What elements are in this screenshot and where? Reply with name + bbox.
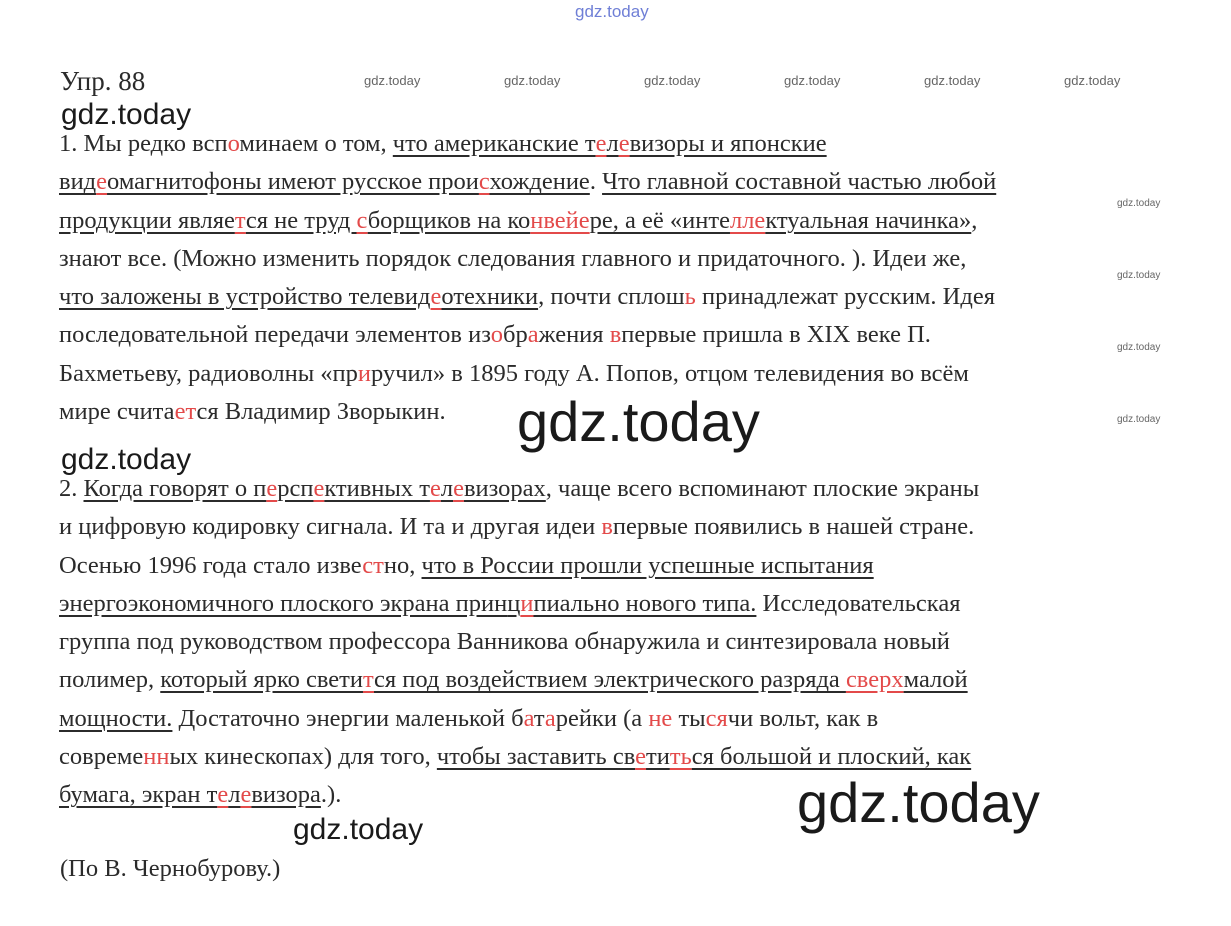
text-segment: .). [320, 781, 342, 809]
highlighted-letter: лле [729, 206, 766, 234]
text-segment: 2. [59, 475, 84, 502]
text-segment: и цифровую кодировку сигнала. И та и другая идеи [59, 513, 602, 541]
text-segment: ты [672, 704, 706, 732]
highlighted-letter: т [234, 206, 246, 234]
text-segment: но, [383, 551, 422, 579]
text-segment: рсп [277, 475, 314, 502]
highlighted-letter: и [520, 589, 534, 617]
highlighted-letter: в [609, 321, 622, 349]
text-segment: Достаточно энергии маленькой б [172, 704, 524, 732]
watermark-small: gdz.today [1064, 73, 1121, 88]
paragraph-2 [59, 470, 1199, 815]
watermark-small: gdz.today [784, 73, 841, 88]
text-line [59, 661, 1199, 699]
text-segment: 1. Мы редко всп [59, 130, 228, 157]
text-segment: , [971, 206, 978, 234]
watermark-small: gdz.today [504, 73, 561, 88]
text-segment: Когда говорят о п [83, 475, 267, 502]
text-segment: пиально нового типа. [533, 589, 757, 617]
text-segment: Что главной составной частью любой [602, 168, 997, 196]
text-segment: совреме [59, 743, 144, 771]
text-segment: омагнитофоны имеют русское прои [107, 168, 479, 196]
text-line [59, 355, 1199, 393]
watermark-large: gdz.today [797, 771, 1040, 834]
text-line [59, 585, 1199, 623]
highlighted-letter: нвейе [530, 206, 590, 234]
highlighted-letter: е [430, 283, 442, 311]
text-segment: жения [538, 321, 610, 349]
highlighted-letter: а [523, 704, 534, 732]
watermark-small: gdz.today [364, 73, 421, 88]
highlighted-letter: нн [143, 743, 170, 771]
text-segment: Осенью 1996 года стало изве [59, 551, 363, 579]
text-segment: чи вольт, как в [727, 704, 879, 732]
text-line [59, 125, 1199, 163]
text-segment: ти [646, 743, 670, 771]
text-segment: рейки (а [555, 704, 649, 732]
watermark-micro: gdz.today [1117, 270, 1161, 281]
highlighted-letter: сверх [845, 666, 904, 694]
highlighted-letter: е [217, 781, 229, 809]
text-line [59, 163, 1199, 201]
text-line [59, 776, 1199, 814]
text-segment: полимер, [59, 666, 161, 694]
text-segment: чтобы заставить св [436, 743, 636, 771]
highlighted-letter: е [174, 398, 186, 426]
text-segment: первые появились в нашей стране. [612, 513, 975, 541]
text-segment: хождение [489, 168, 590, 196]
highlighted-letter: о [490, 321, 503, 349]
text-line [59, 700, 1199, 738]
text-segment: что заложены в устройство телевид [59, 283, 431, 311]
highlighted-letter: е [240, 781, 252, 809]
highlighted-letter: е [453, 475, 464, 502]
highlighted-letter: и [357, 359, 372, 387]
watermark-small: gdz.today [924, 73, 981, 88]
watermark-medium: gdz.today [61, 443, 192, 476]
highlighted-letter: е [96, 168, 108, 196]
text-segment: борщиков на ко [367, 206, 531, 234]
text-segment: что американские т [392, 130, 596, 157]
highlighted-letter: ь [684, 283, 696, 311]
watermark-medium: gdz.today [61, 98, 192, 131]
text-segment: последовательной передачи элементов из [59, 321, 491, 349]
text-segment: мощности. [59, 704, 173, 732]
exercise-title: Упр. 88 [60, 66, 146, 96]
text-segment: визора [251, 781, 321, 809]
text-segment: энергоэкономичного плоского экрана прин [59, 589, 508, 617]
text-line [59, 240, 1199, 278]
text-line [59, 278, 1199, 316]
highlighted-letter: в [601, 513, 613, 541]
paragraph-1 [59, 125, 1199, 431]
text-segment: ся под воздействием электрического разряда [374, 666, 846, 694]
watermark-small: gdz.today [644, 73, 701, 88]
text-segment: ручил» в 1895 году А. Попов, отцом телевидения во всём [371, 359, 969, 387]
highlighted-letter: о [227, 130, 240, 157]
text-segment: визорах [463, 475, 546, 502]
highlighted-letter: с [356, 206, 368, 234]
text-line [59, 547, 1199, 585]
text-segment: л [440, 475, 454, 502]
text-segment: ся Владимир Зворыкин. [196, 398, 446, 426]
text-segment: вид [59, 168, 97, 196]
highlighted-letter: с [705, 704, 717, 732]
highlighted-letter: не [648, 704, 673, 732]
source-attribution: (По В. Чернобурову.) [60, 855, 281, 882]
text-segment: т [533, 704, 545, 732]
highlighted-letter: е [618, 130, 630, 157]
highlighted-letter: т [185, 398, 197, 426]
text-line [59, 316, 1199, 354]
text-segment: визоры и японские [629, 130, 827, 157]
watermark-micro: gdz.today [1117, 414, 1161, 425]
text-segment: ых кинескопах) для того, [169, 743, 437, 771]
text-segment: продукции являе [59, 206, 235, 234]
highlighted-letter: т [362, 666, 374, 694]
text-segment: . [589, 168, 603, 196]
highlighted-letter: а [527, 321, 539, 349]
text-segment: группа под руководством профессора Ванникова обнаружила и синтезировала новый [59, 628, 950, 656]
text-line [59, 202, 1199, 240]
highlighted-letter: е [266, 475, 278, 502]
text-segment: Исследовательская [756, 589, 961, 617]
text-segment: бумага, экран т [59, 781, 218, 809]
highlighted-letter: е [313, 475, 325, 502]
text-segment: ц [507, 589, 521, 617]
text-segment: отехники [441, 283, 539, 311]
text-line [59, 738, 1199, 776]
watermark-top: gdz.today [575, 2, 649, 21]
text-segment: что в России прошли успешные испытания [421, 551, 874, 579]
text-segment: , чаще всего вспоминают плоские экраны [545, 475, 980, 502]
text-segment: малой [903, 666, 968, 694]
text-segment: который ярко свети [160, 666, 363, 694]
highlighted-letter: ст [362, 551, 384, 579]
text-segment: принадлежат русским. Идея [695, 283, 995, 311]
text-line [59, 623, 1199, 661]
highlighted-letter: е [595, 130, 607, 157]
text-segment: ся не труд [245, 206, 357, 234]
watermark-micro: gdz.today [1117, 198, 1161, 209]
text-segment: , почти сплош [538, 283, 685, 311]
watermark-large: gdz.today [517, 390, 760, 453]
highlighted-letter: я [716, 704, 728, 732]
watermark-micro: gdz.today [1117, 342, 1161, 353]
highlighted-letter: с [478, 168, 490, 196]
highlighted-letter: ть [669, 743, 692, 771]
text-segment: ся большой и плоский, как [691, 743, 972, 771]
text-segment: ре, а её «инте [589, 206, 730, 234]
text-segment: л [228, 781, 241, 809]
highlighted-letter: а [544, 704, 556, 732]
text-segment: первые пришла в XIX веке П. [621, 321, 931, 349]
highlighted-letter: е [635, 743, 647, 771]
text-segment: л [606, 130, 619, 157]
text-segment: ктивных т [324, 475, 430, 502]
highlighted-letter: е [429, 475, 441, 502]
text-segment: знают все. (Можно изменить порядок следования главного и придаточного. ). Идеи же, [59, 244, 967, 272]
text-segment: мире счита [59, 398, 175, 426]
text-segment: Бахметьеву, радиоволны «пр [59, 359, 358, 387]
text-segment: бр [503, 321, 528, 349]
watermark-medium: gdz.today [293, 813, 424, 846]
text-segment: минаем о том, [239, 130, 393, 157]
text-line [59, 393, 1199, 431]
text-line [59, 470, 1199, 508]
text-segment: ктуальная начинка» [765, 206, 972, 234]
text-line [59, 508, 1199, 546]
